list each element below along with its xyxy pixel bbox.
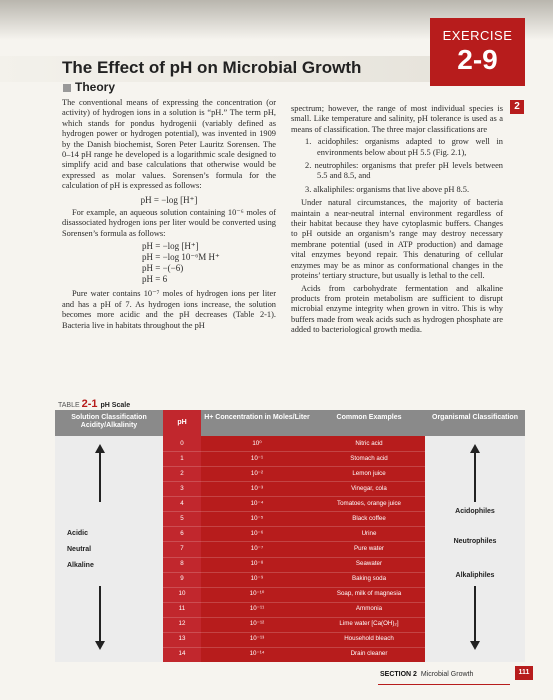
header-concentration: H+ Concentration in Moles/Liter (204, 414, 310, 421)
concentration-cell: 10⁻⁹ (250, 575, 264, 583)
row-divider (163, 557, 425, 558)
row-divider (163, 572, 425, 573)
example-cell: Black coffee (352, 514, 386, 522)
header-organismal: Organismal Classification (432, 414, 518, 421)
concentration-cell: 10⁻¹² (249, 620, 265, 628)
list-item: 3. alkaliphiles: organisms that live above pH 8.5. (305, 184, 470, 194)
ph-cell: 1 (180, 454, 184, 462)
exercise-badge (430, 18, 525, 86)
label-neutral: Neutral (67, 546, 92, 553)
formula: pH = −log [H⁺] (140, 194, 198, 205)
right-column (291, 104, 503, 338)
row-divider (163, 541, 425, 542)
example-cell: Tomatoes, orange juice (337, 499, 401, 507)
page-number: 111 (515, 666, 533, 680)
row-divider (163, 481, 425, 482)
label-acidic: Acidic (67, 530, 89, 537)
label-alkaline: Alkaline (67, 562, 94, 569)
arrow-down-icon (95, 641, 105, 650)
exercise-label: EXERCISE (442, 28, 513, 43)
paragraph: The conventional means of expressing the concentration (or activity) of hydrogen ions in a solution is “pH.” The term pH, which stands for pondus hydrogenii (variably defined as hydrogen power or hydrogen potential), was invented in 1909 by the Danish biochemist, Soren Peter Lauritz Sorensen. The 0–14 pH range he developed is a logarithmic scale designed to simplify acid and base calculations that otherwise would be expressed as molar values. Sorensen’s formula for the calculation of pH is expressed as follows: (62, 98, 276, 191)
arrow-shaft (99, 586, 101, 641)
table-header (55, 410, 525, 436)
example-cell: Drain cleaner (350, 650, 388, 658)
section-tab: 2 (510, 100, 524, 114)
ph-cell: 7 (180, 545, 184, 552)
table-caption: TABLE 2-1 pH Scale (58, 398, 131, 410)
paragraph: Under natural circumstances, the majority of bacteria maintain a near-neutral internal environment regardless of their habitat because they have cytoplasmic buffers. Changes to pH outside an organism’s range may destroy necessary membrane potential (used in ATP production) and damage vital enzymes beyond repair. This denaturing of cellular enzymes may be as minor as conformational changes in the proteins’ tertiary structure, but usually is lethal to the cell. (291, 198, 503, 281)
row-divider (163, 511, 425, 512)
concentration-cell: 10⁻¹³ (249, 635, 265, 643)
example-cell: Urine (361, 529, 377, 537)
concentration-cell: 10⁻⁴ (250, 499, 264, 507)
concentration-cell: 10⁻⁸ (250, 560, 264, 568)
ph-cell: 13 (178, 635, 186, 643)
row-divider (163, 466, 425, 467)
theory-heading: Theory (63, 80, 115, 94)
list-item: 2. neutrophiles: organisms that prefer pH levels between 5.5 and 8.5, and (305, 161, 503, 181)
example-cell: Ammonia (355, 605, 383, 613)
paragraph: Pure water contains 10⁻⁷ moles of hydrogen ions per liter and has a pH of 7. As hydrogen ions increase, the solution becomes more acidic and the pH decreases (Table 2-1). Bacteria live in habitats throughout the pH (62, 289, 276, 330)
arrow-shaft (99, 452, 101, 502)
concentration-cell: 10⁻² (250, 469, 264, 477)
example-cell: Lime water [Ca(OH)₂] (339, 620, 399, 628)
page-footer: SECTION 2 Microbial Growth (380, 671, 474, 678)
list-item: 1. acidophiles: organisms adapted to grow well in environments below about pH 5.5 (Fig. 2.1), (305, 137, 503, 157)
ph-cell: 8 (180, 560, 184, 568)
example-cell: Nitric acid (355, 439, 383, 447)
row-divider (163, 647, 425, 648)
concentration-cell: 10⁻⁶ (250, 529, 264, 537)
example-cell: Seawater (355, 560, 383, 568)
ph-scale-table (55, 410, 525, 662)
header-ph: pH (163, 410, 201, 436)
page-title: The Effect of pH on Microbial Growth (62, 58, 362, 77)
ph-cell: 12 (178, 620, 186, 628)
arrow-down-icon (470, 641, 480, 650)
row-divider (163, 602, 425, 603)
arrow-shaft (474, 586, 476, 641)
ph-cell: 4 (180, 499, 184, 507)
row-divider (163, 632, 425, 633)
header-classification: Solution Classification Acidity/Alkalinity (71, 414, 147, 429)
concentration-cell: 10⁰ (252, 439, 262, 447)
ph-cell: 3 (180, 484, 184, 492)
ph-cell: 9 (180, 575, 184, 583)
paragraph: For example, an aqueous solution containing 10⁻⁶ moles of disassociated hydrogen ions per liter would be converted using Sorensen’s formula as follows: (62, 208, 276, 238)
ph-cell: 10 (178, 590, 186, 598)
concentration-cell: 10⁻¹¹ (249, 605, 265, 613)
example-cell: Household bleach (344, 635, 394, 643)
header-examples: Common Examples (336, 414, 402, 421)
row-divider (163, 526, 425, 527)
ph-cell: 2 (180, 469, 184, 477)
example-cell: Lemon juice (352, 469, 386, 477)
footer-rule (378, 684, 510, 685)
row-divider (163, 587, 425, 588)
example-cell: Pure water (354, 545, 384, 552)
paragraph: Acids from carbohydrate fermentation and alkaline products from protein metabolism are sufficient to disrupt microbial enzyme integrity when grown in vitro. This is why buffers made from weak acids such as hydrogen phosphate are added to bacteriological growth media. (291, 283, 503, 335)
example-cell: Soap, milk of magnesia (336, 590, 402, 598)
exercise-number: 2-9 (457, 44, 498, 75)
row-divider (163, 496, 425, 497)
example-cell: Stomach acid (350, 454, 388, 462)
concentration-cell: 10⁻³ (250, 484, 264, 492)
formula-steps: pH = −log [H⁺] pH = −log 10⁻⁶M H⁺ pH = −(−6) pH = 6 (142, 241, 220, 285)
example-cell: Baking soda (351, 575, 387, 583)
table-body (55, 436, 525, 662)
example-cell: Vinegar, cola (351, 484, 387, 492)
concentration-cell: 10⁻⁵ (250, 514, 264, 522)
arrow-shaft (474, 452, 476, 502)
concentration-cell: 10⁻¹⁴ (249, 650, 265, 658)
concentration-cell: 10⁻⁷ (250, 545, 264, 552)
ph-cell: 0 (180, 439, 184, 447)
square-bullet-icon (63, 84, 71, 92)
row-divider (163, 451, 425, 452)
left-column (62, 98, 276, 333)
label-alkaliphiles: Alkaliphiles (455, 572, 495, 579)
concentration-cell: 10⁻¹⁰ (249, 590, 265, 598)
ph-cell: 11 (178, 605, 186, 613)
ph-cell: 5 (180, 514, 184, 522)
ph-cell: 6 (180, 529, 184, 537)
label-acidophiles: Acidophiles (455, 508, 495, 515)
concentration-cell: 10⁻¹ (250, 454, 264, 462)
label-neutrophiles: Neutrophiles (453, 538, 497, 545)
paragraph: spectrum; however, the range of most individual species is small. Like temperature and salinity, pH tolerance is used as a means of classification. The three major classifications are (291, 104, 503, 134)
row-divider (163, 617, 425, 618)
ph-cell: 14 (178, 650, 186, 658)
